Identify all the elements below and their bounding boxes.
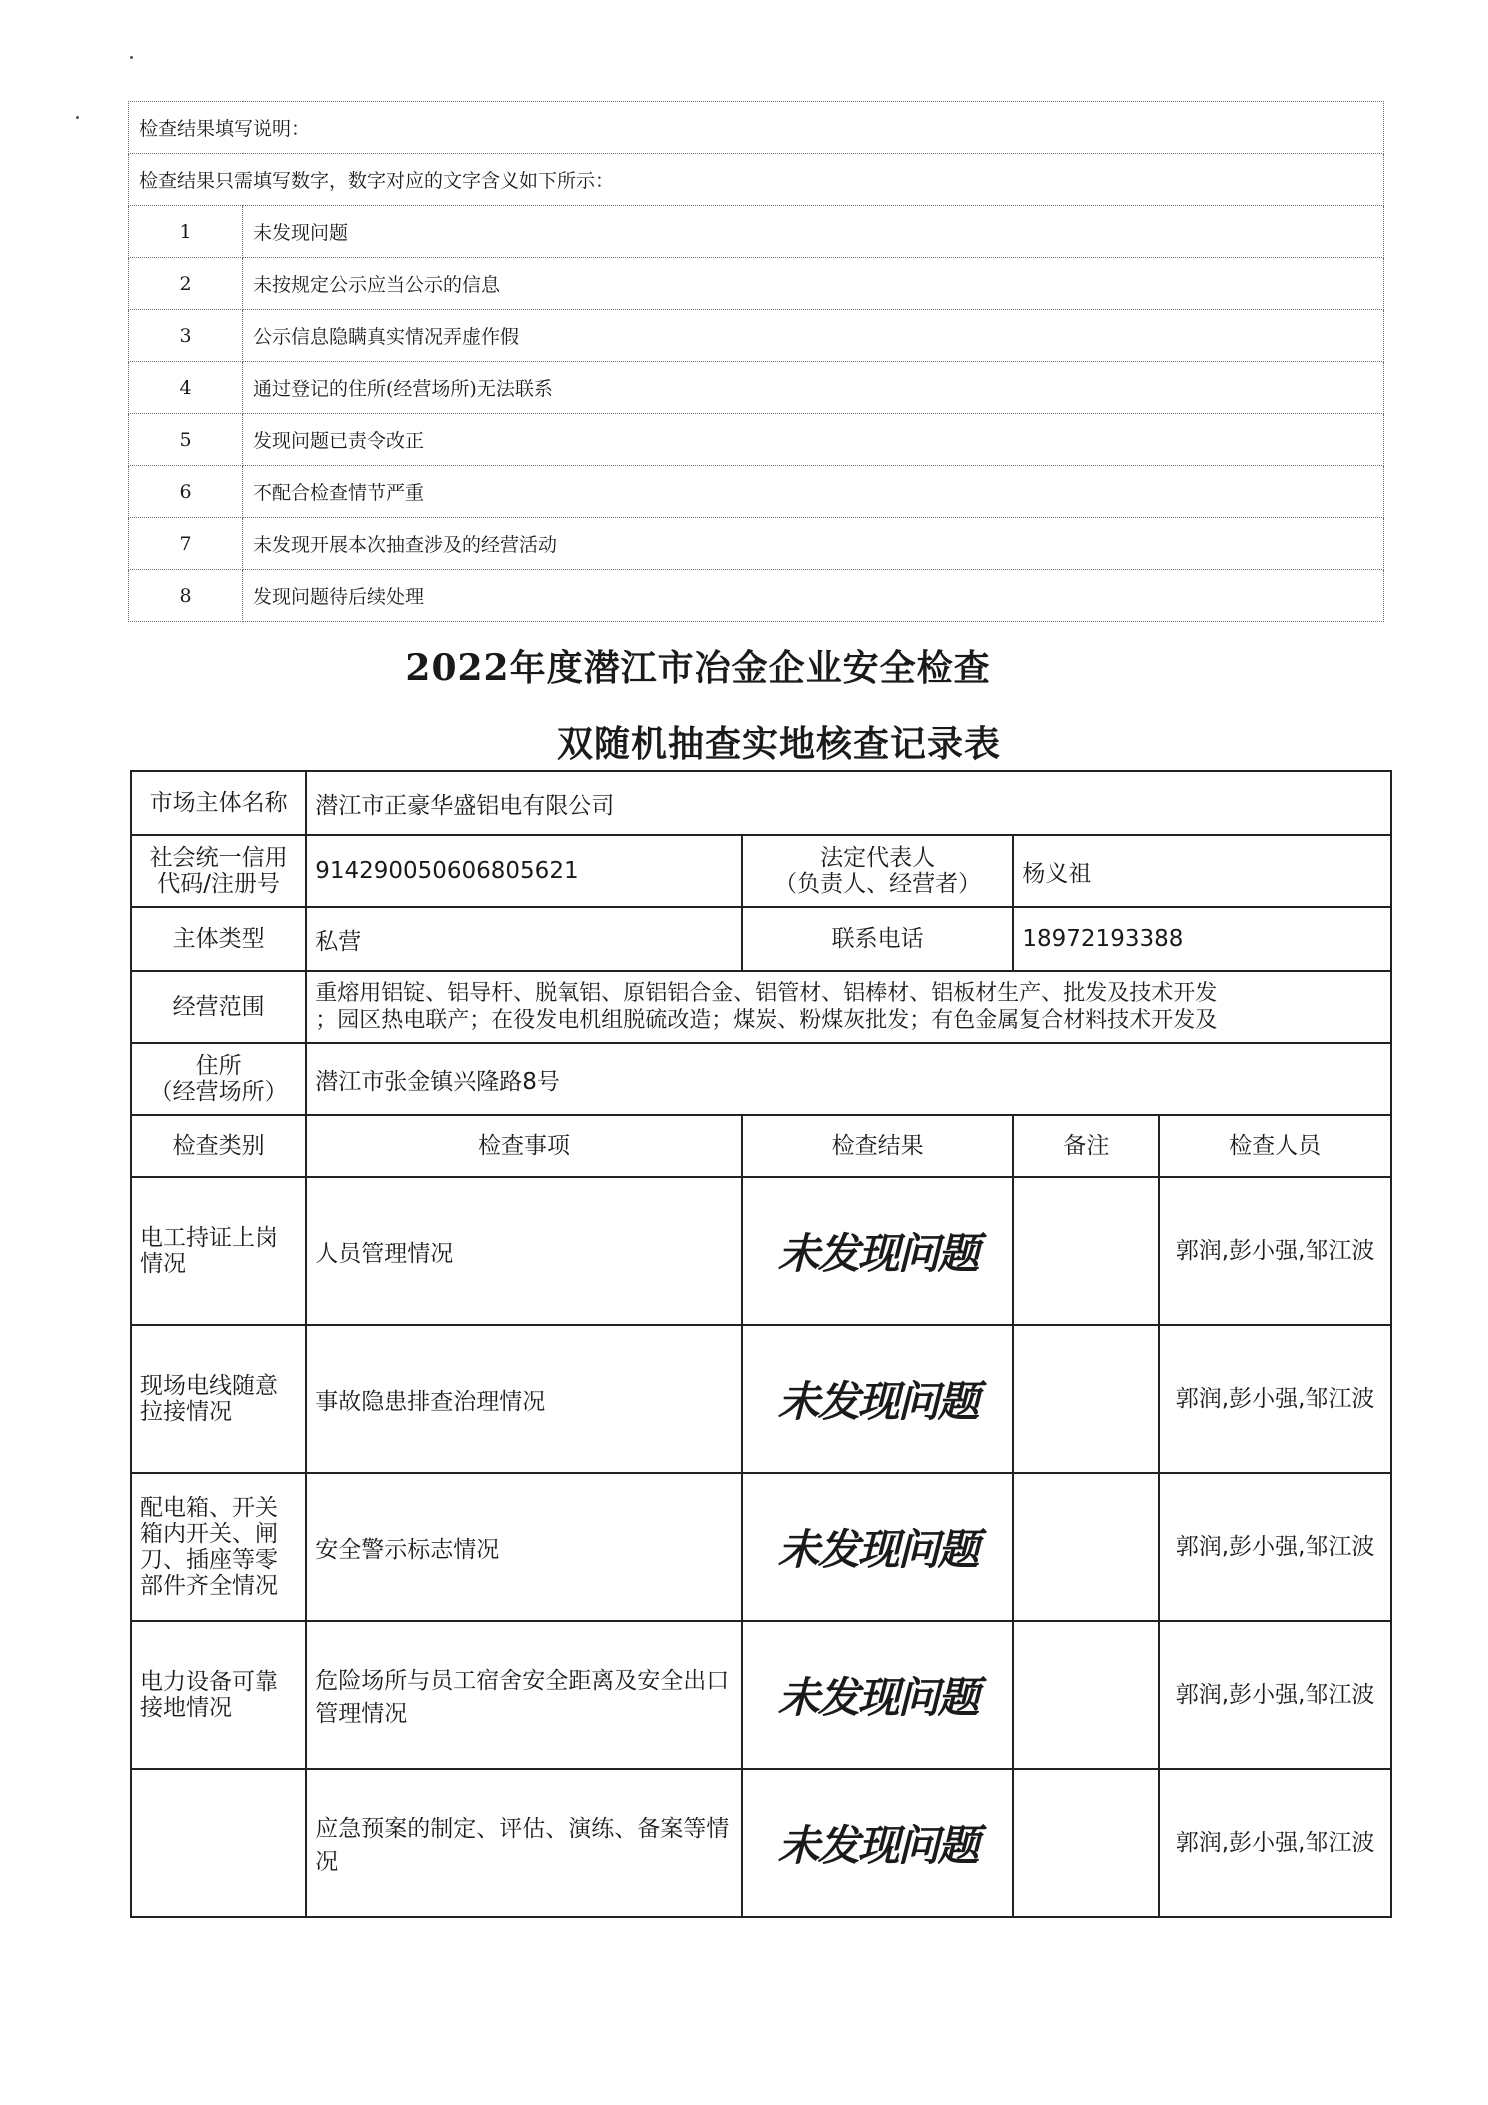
header-remark: 备注 [1013, 1115, 1159, 1177]
inspectors: 郭润,彭小强,邹江波 [1159, 1621, 1391, 1769]
legend-num: 3 [129, 310, 243, 362]
legal-rep-label-line: （负责人、经营者） [774, 871, 982, 897]
scan-speck [76, 116, 79, 119]
inspection-remark [1013, 1621, 1159, 1769]
legend-instruction: 检查结果只需填写数字，数字对应的文字含义如下所示： [129, 154, 1384, 206]
legend-num: 7 [129, 518, 243, 570]
inspection-category: 电力设备可靠接地情况 [131, 1621, 306, 1769]
legend-row [129, 258, 1384, 310]
legend-text: 发现问题待后续处理 [243, 570, 1384, 622]
entity-type-label: 主体类型 [131, 907, 306, 971]
inspection-category [131, 1769, 306, 1917]
business-scope [306, 971, 1391, 1043]
table-row [131, 1473, 1391, 1621]
inspection-result-handwritten: 未发现问题 [742, 1177, 1014, 1325]
address-label [131, 1043, 306, 1115]
legend-row [129, 206, 1384, 258]
inspection-remark [1013, 1177, 1159, 1325]
legend-row [129, 466, 1384, 518]
legend-text: 未发现问题 [243, 206, 1384, 258]
inspection-category: 配电箱、开关箱内开关、闸刀、插座等零部件齐全情况 [131, 1473, 306, 1621]
document-subtitle: 双随机抽查实地核查记录表 [556, 723, 1001, 765]
inspectors: 郭润,彭小强,邹江波 [1159, 1473, 1391, 1621]
inspection-item: 应急预案的制定、评估、演练、备案等情况 [306, 1769, 742, 1917]
phone-label: 联系电话 [742, 907, 1014, 971]
legend-row [129, 362, 1384, 414]
legend-text: 不配合检查情节严重 [243, 466, 1384, 518]
inspection-item: 事故隐患排查治理情况 [306, 1325, 742, 1473]
inspection-remark [1013, 1325, 1159, 1473]
business-scope-label: 经营范围 [131, 971, 306, 1043]
entity-name-label: 市场主体名称 [131, 771, 306, 835]
legend-num: 2 [129, 258, 243, 310]
header-category: 检查类别 [131, 1115, 306, 1177]
legend-text: 未发现开展本次抽查涉及的经营活动 [243, 518, 1384, 570]
header-inspectors: 检查人员 [1159, 1115, 1391, 1177]
legend-intro: 检查结果填写说明： [129, 102, 1384, 154]
inspection-item: 危险场所与员工宿舍安全距离及安全出口管理情况 [306, 1621, 742, 1769]
legend-row [129, 518, 1384, 570]
result-legend-table [128, 101, 1384, 622]
inspection-item: 人员管理情况 [306, 1177, 742, 1325]
business-scope-line: ；园区热电联产；在役发电机组脱硫改造；煤炭、粉煤灰批发；有色金属复合材料技术开发及 [315, 1008, 1218, 1033]
address-value: 潜江市张金镇兴隆路8号 [306, 1043, 1391, 1115]
inspection-remark [1013, 1769, 1159, 1917]
legend-row [129, 570, 1384, 622]
legal-rep-label [742, 835, 1014, 907]
address-label-line: 住所 [195, 1053, 242, 1079]
inspection-result-handwritten: 未发现问题 [742, 1473, 1014, 1621]
credit-code-label [131, 835, 306, 907]
legend-num: 5 [129, 414, 243, 466]
credit-code-label-line: 代码/注册号 [157, 871, 280, 897]
legend-text: 未按规定公示应当公示的信息 [243, 258, 1384, 310]
inspection-item: 安全警示标志情况 [306, 1473, 742, 1621]
credit-code-value: 914290050606805621 [306, 835, 742, 907]
inspection-result-handwritten: 未发现问题 [742, 1621, 1014, 1769]
document-title: 2022年度潜江市冶金企业安全检查 [405, 647, 991, 689]
inspection-result-handwritten: 未发现问题 [742, 1769, 1014, 1917]
inspectors: 郭润,彭小强,邹江波 [1159, 1769, 1391, 1917]
inspection-category: 电工持证上岗情况 [131, 1177, 306, 1325]
legend-num: 4 [129, 362, 243, 414]
legend-row [129, 310, 1384, 362]
inspection-record-table [130, 770, 1392, 1918]
legend-text: 公示信息隐瞒真实情况弄虚作假 [243, 310, 1384, 362]
legal-rep-value: 杨义祖 [1013, 835, 1391, 907]
credit-code-label-line: 社会统一信用 [149, 845, 288, 871]
inspection-result-handwritten: 未发现问题 [742, 1325, 1014, 1473]
entity-name: 潜江市正豪华盛铝电有限公司 [306, 771, 1391, 835]
inspectors: 郭润,彭小强,邹江波 [1159, 1177, 1391, 1325]
phone-value: 18972193388 [1013, 907, 1391, 971]
header-result: 检查结果 [742, 1115, 1014, 1177]
legend-text: 发现问题已责令改正 [243, 414, 1384, 466]
table-row [131, 1325, 1391, 1473]
inspectors: 郭润,彭小强,邹江波 [1159, 1325, 1391, 1473]
legend-num: 8 [129, 570, 243, 622]
legend-row [129, 414, 1384, 466]
legend-num: 1 [129, 206, 243, 258]
entity-type-value: 私营 [306, 907, 742, 971]
business-scope-line: 重熔用铝锭、铝导杆、脱氧铝、原铝铝合金、铝管材、铝棒材、铝板材生产、批发及技术开发 [315, 981, 1218, 1006]
address-label-line: （经营场所） [149, 1079, 288, 1105]
table-row [131, 1177, 1391, 1325]
inspection-remark [1013, 1473, 1159, 1621]
inspection-category: 现场电线随意拉接情况 [131, 1325, 306, 1473]
table-row [131, 1621, 1391, 1769]
legend-num: 6 [129, 466, 243, 518]
legend-text: 通过登记的住所(经营场所)无法联系 [243, 362, 1384, 414]
table-row [131, 1769, 1391, 1917]
header-item: 检查事项 [306, 1115, 742, 1177]
scan-speck [130, 56, 133, 59]
legal-rep-label-line: 法定代表人 [820, 845, 936, 871]
